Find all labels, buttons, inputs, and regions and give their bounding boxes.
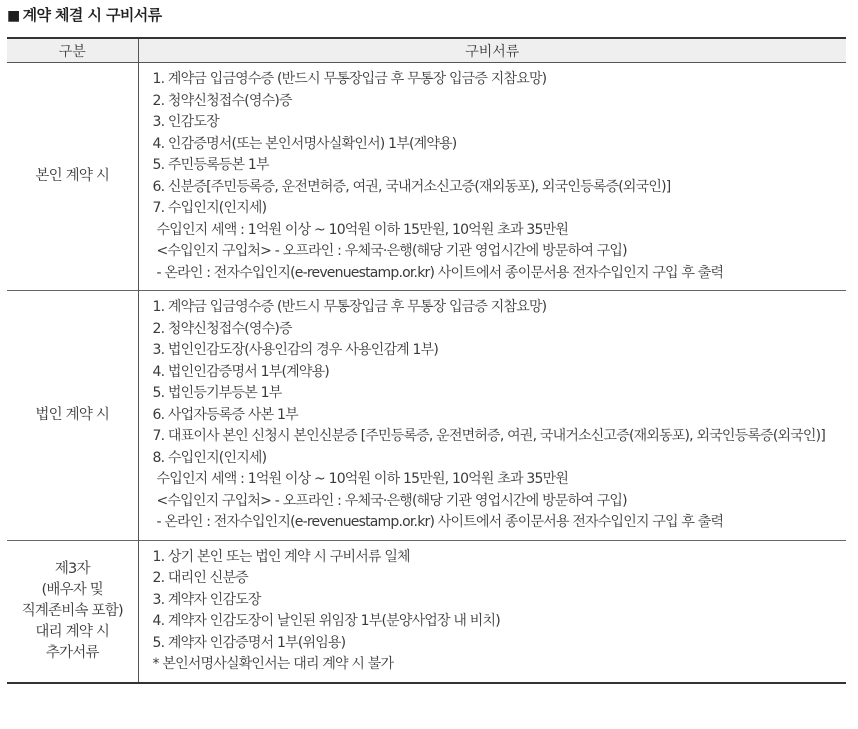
document-item: 수입인지 세액 : 1억원 이상 ~ 10억원 이하 15만원, 10억원 초과 35만원 xyxy=(156,471,569,487)
section-title xyxy=(7,5,162,26)
document-item: 4. 법인인감증명서 1부(계약용) xyxy=(152,363,329,380)
document-item: 1. 계약금 입금영수증 (반드시 무통장입금 후 무통장 입금증 지참요망) xyxy=(152,71,547,87)
document-item: 3. 법인인감도장(사용인감의 경우 사용인감계 1부) xyxy=(152,342,439,358)
document-item: 5. 계약자 인감증명서 1부(위임용) xyxy=(152,634,346,651)
document-item: 8. 수입인지(인지세) xyxy=(152,449,267,466)
document-item: - 온라인 : 전자수입인지(e-revenuestamp.or.kr) 사이트에서 종이문서용 전자수입인지 구입 후 출력 xyxy=(156,264,724,281)
document-item: <수입인지 구입처> - 오프라인 : 우체국·은행(해당 기관 영업시간에 방문하여 구입) xyxy=(156,492,627,509)
document-item: <수입인지 구입처> - 오프라인 : 우체국·은행(해당 기관 영업시간에 방문하여 구입) xyxy=(156,243,627,259)
document-item: - 온라인 : 전자수입인지(e-revenuestamp.or.kr) 사이트에서 종이문서용 전자수입인지 구입 후 출력 xyxy=(156,514,724,530)
document-item: * 본인서명사실확인서는 대리 계약 시 불가 xyxy=(152,656,394,672)
table-row xyxy=(7,540,846,683)
header-documents: 구비서류 xyxy=(138,38,846,63)
document-item: 6. 신분증[주민등록증, 운전면허증, 여권, 국내거소신고증(재외동포), 외국인등록증(외국인)] xyxy=(152,178,671,195)
category-label-line: 직계존비속 포함) xyxy=(21,602,123,619)
category-cell xyxy=(7,63,138,291)
document-item: 5. 주민등록등본 1부 xyxy=(152,157,269,173)
category-label-line: (배우자 및 xyxy=(41,581,103,598)
category-label-line: 추가서류 xyxy=(45,644,99,661)
document-item: 3. 인감도장 xyxy=(152,114,219,130)
section-title-text: 계약 체결 시 구비서류 xyxy=(22,6,162,24)
square-bullet-icon: ■ xyxy=(7,8,20,24)
category-label-line: 제3자 xyxy=(54,560,90,577)
category-cell xyxy=(7,540,138,683)
document-item: 7. 대표이사 본인 신청시 본인신분증 [주민등록증, 운전면허증, 여권, 국내거소신고증(재외동포), 외국인등록증(외국인)] xyxy=(152,428,825,444)
document-item: 1. 상기 본인 또는 법인 계약 시 구비서류 일체 xyxy=(152,548,410,565)
document-item: 4. 인감증명서(또는 본인서명사실확인서) 1부(계약용) xyxy=(152,135,457,152)
required-documents-table xyxy=(7,37,846,684)
document-item: 6. 사업자등록증 사본 1부 xyxy=(152,406,298,423)
table-header-row xyxy=(7,38,846,63)
category-label-line: 본인 계약 시 xyxy=(35,168,110,184)
table-row xyxy=(7,63,846,291)
document-item: 7. 수입인지(인지세) xyxy=(152,200,267,216)
document-item: 2. 청약신청접수(영수)증 xyxy=(152,320,292,337)
header-category: 구분 xyxy=(7,38,138,63)
document-item: 2. 대리인 신분증 xyxy=(152,570,248,586)
document-item: 5. 법인등기부등본 1부 xyxy=(152,385,282,401)
category-label-line: 대리 계약 시 xyxy=(35,623,110,640)
table-row xyxy=(7,291,846,541)
documents-cell xyxy=(138,540,846,683)
category-cell xyxy=(7,291,138,541)
document-item: 4. 계약자 인감도장이 날인된 위임장 1부(분양사업장 내 비치) xyxy=(152,613,500,629)
category-label-line: 법인 계약 시 xyxy=(35,406,110,423)
document-item: 3. 계약자 인감도장 xyxy=(152,591,261,608)
document-item: 2. 청약신청접수(영수)증 xyxy=(152,92,292,109)
documents-cell xyxy=(138,291,846,541)
document-item: 수입인지 세액 : 1억원 이상 ~ 10억원 이하 15만원, 10억원 초과 35만원 xyxy=(156,221,569,238)
documents-cell xyxy=(138,63,846,291)
document-item: 1. 계약금 입금영수증 (반드시 무통장입금 후 무통장 입금증 지참요망) xyxy=(152,299,547,315)
